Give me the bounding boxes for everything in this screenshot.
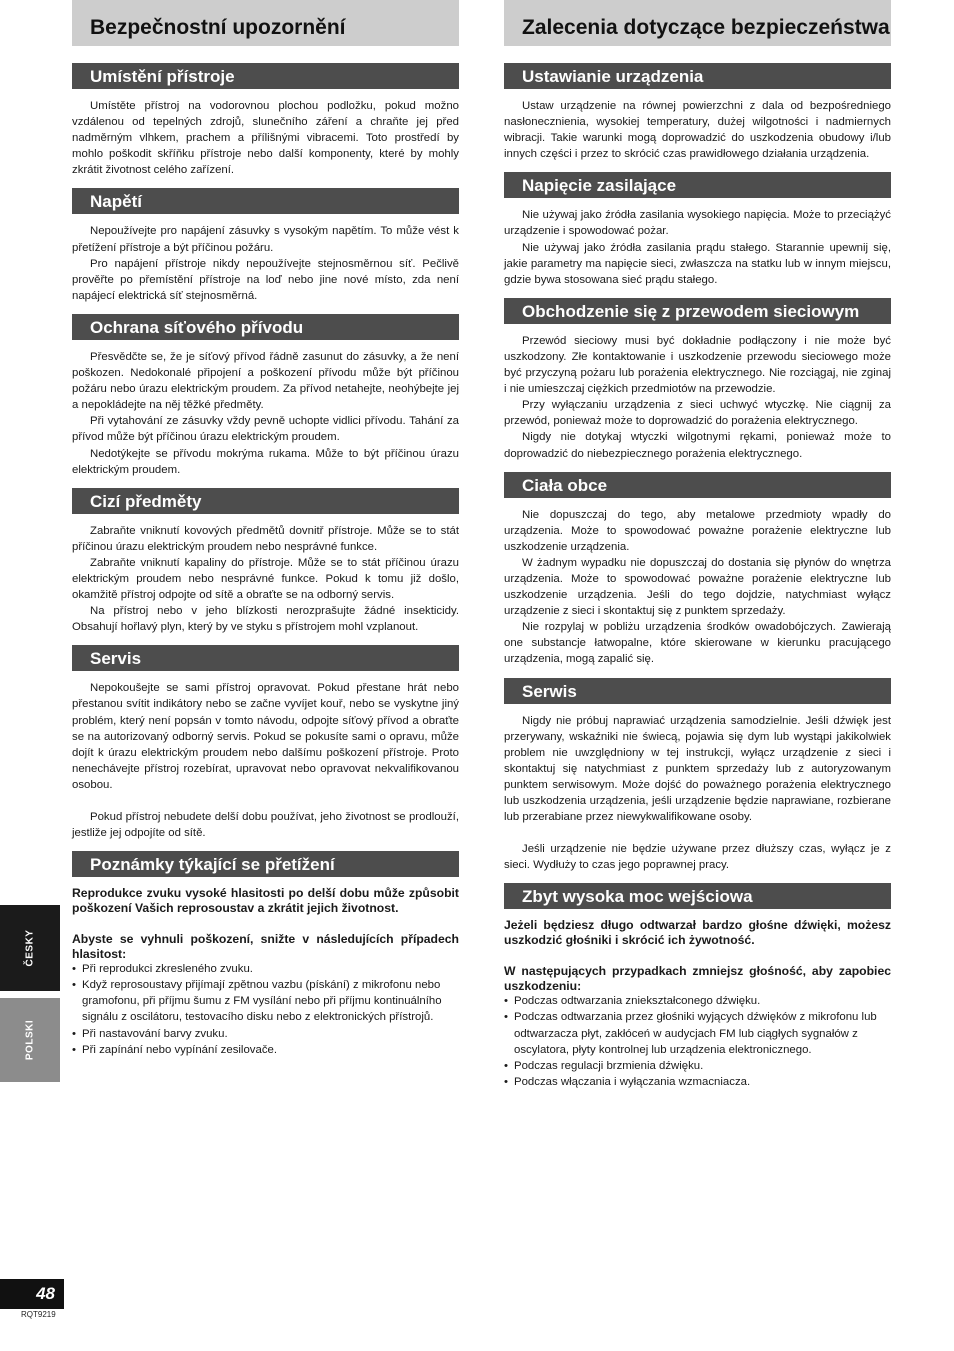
section-heading: Cizí předměty <box>72 488 459 514</box>
section-heading: Napětí <box>72 188 459 214</box>
section-heading: Obchodzenie się z przewodem sieciowym <box>504 298 891 324</box>
paragraph: Nedotýkejte se přívodu mokrýma rukama. Může to být příčinou úrazu elektrickým proudem. <box>72 447 459 476</box>
section-foreign-matter-pl <box>504 472 891 668</box>
left-column <box>72 0 459 1058</box>
bold-instruction: Abyste se vyhnuli poškození, snižte v následujících případech hlasitost: <box>72 932 459 961</box>
paragraph: Nepoužívejte pro napájení zásuvky s vysokým napětím. To může vést k přetížení přístroje a být příčinou požáru. <box>72 225 459 254</box>
section-service-pl <box>504 678 891 874</box>
bullet-list <box>504 993 891 1090</box>
list-item: • Podczas odtwarzania przez głośniki wyjących dźwięków z mikrofonu lub odtwarzacza płyt, zakłóceń w audycjach FM lub ciągłych sygnałów z oscylatora, płyty kontrolnej lub urządzenia elektronicznego. <box>504 1009 891 1057</box>
list-item: • Při reprodukci zkresleného zvuku. <box>72 961 459 977</box>
paragraph: Nigdy nie dotykaj wtyczki wilgotnymi rękami, ponieważ może to doprowadzić do niebezpiecznego porażenia elektrycznego. <box>504 431 891 460</box>
paragraph: Nie rozpylaj w pobliżu urządzenia środków owadobójczych. Zawierają one substancje łatwopalne, które skierowane w kierunku pracującego urządzenia, mogą zapalić się. <box>504 621 891 666</box>
right-column <box>504 0 891 1090</box>
section-heading: Servis <box>72 645 459 671</box>
list-item: • Když reprosoustavy přijímají zpětnou vazbu (pískání) z mikrofonu nebo gramofonu, při příjmu šumu z FM vysílání nebo při příjmu kontinuálního signálu z oscilátoru, testovacího disku nebo z elektronických přístrojů. <box>72 977 459 1025</box>
paragraph: Nigdy nie próbuj naprawiać urządzenia samodzielnie. Jeśli dźwięk jest przerywany, wskaźniki nie świecą, pojawia się dym lub wystąpi jakikolwiek problem nie uwzględniony w tej instrukcji, wyłącz urządzenie z sieci i skontaktuj się natychmiast z punktem sprzedaży lub z autoryzowanym punktem serwisowym. Może dojść do poważnego porażenia elektrycznego lub uszkodzenia urządzenia, jeśli urządzenie będzie naprawiane, rozbierane lub przerabiane przez niewykwalifikowane osoby. <box>504 714 891 824</box>
section-placement-pl <box>504 63 891 162</box>
document-code: RQT9219 <box>21 1310 56 1319</box>
section-heading: Umístění přístroje <box>72 63 459 89</box>
bullet-list <box>72 961 459 1058</box>
bold-warning: Jeżeli będziesz długo odtwarzał bardzo głośne dźwięki, możesz uszkodzić głośniki i skrócić ich żywotność. <box>504 918 891 947</box>
paragraph: Przy wyłączaniu urządzenia z sieci uchwyć wtyczkę. Nie ciągnij za przewód, ponieważ może to doprowadzić do porażenia elektrycznego. <box>504 399 891 428</box>
list-item: • Podczas włączania i wyłączania wzmacniacza. <box>504 1074 891 1090</box>
paragraph: Umístěte přístroj na vodorovnou plochou podložku, pokud možno vzdálenou od tepelných zdrojů, slunečního záření a chraňte jej před nadměrným vlhkem, prachem a přílišnými vibracemi. Toto prostředí by mohlo poškodit skříňku přístroje nebo další komponenty, které by mohly zkrátit životnost celého zařízení. <box>72 100 459 177</box>
paragraph: Přesvědčte se, že je síťový přívod řádně zasunut do zásuvky, a že není poškozen. Nedokonalé připojení a poškození přívodu může být příčinou požáru nebo úrazu elektrickým proudem. Za přívod netahejte, neohýbejte jej a nepokládejte na něj těžké předměty. <box>72 350 459 412</box>
paragraph: Nie dopuszczaj do tego, aby metalowe przedmioty wpadły do urządzenia. Może to spowodować poważne porażenie elektryczne lub uszkodzenie urządzenia. <box>504 508 891 553</box>
section-placement-cz <box>72 63 459 178</box>
section-heading: Serwis <box>504 678 891 704</box>
page-title-polish: Zalecenia dotyczące bezpieczeństwa <box>504 0 891 46</box>
section-heading: Ciała obce <box>504 472 891 498</box>
paragraph: Ustaw urządzenie na równej powierzchni z dala od bezpośredniego nasłonecznienia, wysokiej temperatury, dużej wilgotności i nadmiernych wibracji. Takie warunki mogą doprowadzić do uszkodzenia obudowy i/lub innych części i przez to skrócić czas prawidłowego działania urządzenia. <box>504 100 891 161</box>
list-item: • Při nastavování barvy zvuku. <box>72 1026 459 1042</box>
language-tab-polish <box>0 998 60 1082</box>
section-power-cord-pl <box>504 298 891 462</box>
paragraph: Zabraňte vniknutí kovových předmětů dovnitř přístroje. Může se to stát příčinou úrazu elektrickým proudem nebo nesprávné funkce. <box>72 524 459 553</box>
section-heading: Zbyt wysoka moc wejściowa <box>504 883 891 909</box>
language-tab-czech <box>0 905 60 991</box>
section-heading: Poznámky týkající se přetížení <box>72 851 459 877</box>
paragraph: Na přístroj nebo v jeho blízkosti nerozprašujte žádné insekticidy. Obsahují hořlavý plyn, který by ve styku s přístrojem mohl vzplanout. <box>72 605 459 634</box>
bold-warning: Reprodukce zvuku vysoké hlasitosti po delší dobu může způsobit poškození Vašich reprosoustav a zkrátit jejich životnost. <box>72 886 459 915</box>
list-item: • Podczas odtwarzania zniekształconego dźwięku. <box>504 993 891 1009</box>
paragraph: Při vytahování ze zásuvky vždy pevně uchopte vidlici přívodu. Tahání za přívod může být příčinou úrazu elektrickým proudem. <box>72 415 459 444</box>
section-heading: Ustawianie urządzenia <box>504 63 891 89</box>
page-title-czech: Bezpečnostní upozornění <box>72 0 459 46</box>
section-voltage-pl <box>504 172 891 287</box>
paragraph: Przewód sieciowy musi być dokładnie podłączony i nie może być uszkodzony. Złe kontaktowanie i uszkodzenie przewodu sieciowego może być przyczyną pożaru lub porażenia elektrycznego. Nie rozciągaj, nie zginaj i nie umieszczaj ciężkich przedmiotów na przewodzie. <box>504 334 891 396</box>
paragraph: Zabraňte vniknutí kapaliny do přístroje. Může se to stát příčinou úrazu elektrickým proudem nebo nesprávné funkce. Pokud k tomu již došlo, okamžitě přístroj odpojte od sítě a obraťte se na odborný servis. <box>72 556 459 602</box>
language-tab-label: POLSKI <box>24 1019 36 1061</box>
paragraph: Nie używaj jako źródła zasilania wysokiego napięcia. Może to przeciążyć urządzenie i spowodować pożar. <box>504 209 891 238</box>
section-overload-cz <box>72 851 459 1058</box>
page-number: 48 <box>0 1279 64 1309</box>
section-service-cz <box>72 645 459 841</box>
paragraph: Nepokoušejte se sami přístroj opravovat. Pokud přestane hrát nebo přestanou svítit indikátory nebo se začne vyvíjet kouř, nebo se vyskytne jiný problém, který není popsán v tomto návodu, odpojte síťový přívod a obraťte se na autorizovaný odborný servis. Pokud se pokusíte sami o opravu, může dojít k úrazu elektrickým proudem nebo dalšímu poškození přístroje. Proto nenechávejte přístroj rozebírat, upravovat nebo opravovat nekvalifikovanou osobou. <box>72 682 459 791</box>
section-foreign-matter-cz <box>72 488 459 636</box>
language-tab-label: ČESKY <box>24 929 36 967</box>
section-heading: Ochrana síťového přívodu <box>72 314 459 340</box>
paragraph: Pro napájení přístroje nikdy nepoužívejte stejnosměrnou síť. Pečlivě prověřte po přemístění přístroje na loď nebo jine nové místo, zda není napájecí elektrická síť stejnosměrná. <box>72 257 459 302</box>
section-heading: Napięcie zasilające <box>504 172 891 198</box>
list-item: • Při zapínání nebo vypínání zesilovače. <box>72 1042 459 1058</box>
paragraph: Pokud přístroj nebudete delší dobu používat, jeho životnost se prodlouží, jestliže jej odpojíte od sítě. <box>72 811 459 840</box>
section-overload-pl <box>504 883 891 1090</box>
paragraph: Jeśli urządzenie nie będzie używane przez dłuższy czas, wyłącz je z sieci. Wydłuży to czas jego poprawnej pracy. <box>504 843 891 872</box>
section-voltage-cz <box>72 188 459 303</box>
section-power-cord-cz <box>72 314 459 478</box>
list-item: • Podczas regulacji brzmienia dźwięku. <box>504 1058 891 1074</box>
bold-instruction: W następujących przypadkach zmniejsz głośność, aby zapobiec uszkodzeniu: <box>504 964 891 993</box>
paragraph: W żadnym wypadku nie dopuszczaj do dostania się płynów do wnętrza urządzenia. Może to spowodować poważne porażenie elektryczne lub uszkodzenie urządzenia. Jeśli do tego dojdzie, natychmiast wyłącz urządzenie z sieci i skontaktuj się z punktem sprzedaży. <box>504 556 891 618</box>
paragraph: Nie używaj jako źródła zasilania prądu stałego. Starannie upewnij się, jakie parametry ma napięcie sieci, zwłaszcza na statku lub w innym miejscu, gdzie bywa stosowana sieć prądu stałego. <box>504 241 891 286</box>
